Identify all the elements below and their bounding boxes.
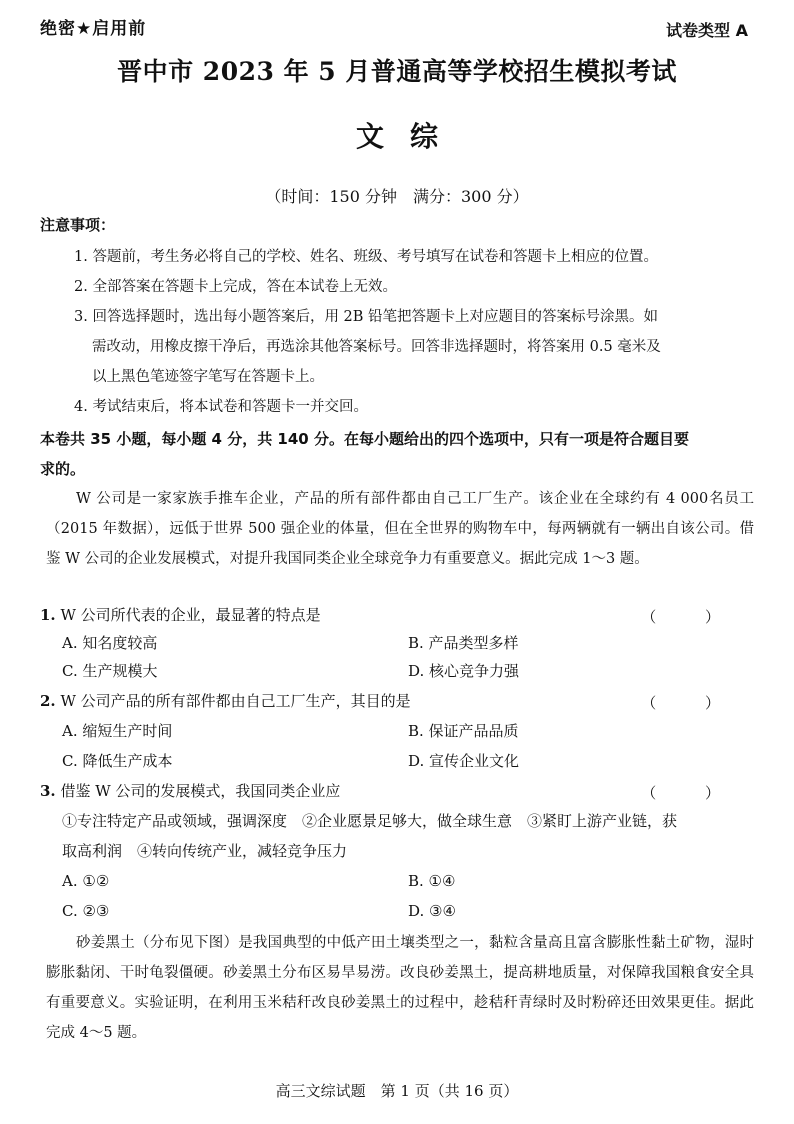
question-2-option-d: D. 宣传企业文化 [408, 752, 520, 770]
question-1-option-b: B. 产品类型多样 [408, 634, 519, 652]
question-2 [40, 686, 740, 716]
notice-item-1: 1. 答题前，考生务必将自己的学校、姓名、班级、考号填写在试卷和答题卡上相应的位置。 [74, 249, 658, 265]
subject-title: 文综 [355, 120, 464, 153]
section-intro [40, 424, 754, 484]
question-2-option-b: B. 保证产品品质 [408, 722, 519, 740]
question-1-option-d: D. 核心竞争力强 [408, 662, 520, 680]
page-footer: 高三文综试题 第 1 页（共 16 页） [275, 1082, 519, 1100]
question-3-option-a: A. ①② [62, 872, 110, 890]
question-3-stem: 借鉴 W 公司的发展模式，我国同类企业应 [55, 782, 341, 800]
question-3-number: 3. [40, 782, 56, 800]
question-3 [40, 776, 740, 806]
notice-item-3-line-1: 3. 回答选择题时，选出每小题答案后，用 2B 铅笔把答题卡上对应题目的答案标号涂黑。如 [74, 309, 659, 325]
question-3-option-c: C. ②③ [62, 902, 110, 920]
passage-2: 砂姜黑土（分布见下图）是我国典型的中低产田土壤类型之一，黏粒含量高且富含膨胀性黏土矿物，湿时膨胀黏闭、干时龟裂僵硬。砂姜黑土分布区易旱易涝。改良砂姜黑土，提高耕地质量，对保障我国粮食安全具有重要意义。实验证明，在利用玉米秸秆改良砂姜黑土的过程中，趁秸秆青绿时及时粉碎还田效果更佳。据此完成 4～5 题。 [46, 935, 754, 1041]
question-3-option-d: D. ③④ [408, 902, 456, 920]
question-1-option-c: C. 生产规模大 [62, 662, 158, 680]
question-3-option-b: B. ①④ [408, 872, 456, 890]
question-3-statements-line-1: ①专注特定产品或领域，强调深度 ②企业愿景足够大，做全球生意 ③紧盯上游产业链，获 [62, 812, 678, 830]
exam-title: 晋中市 2023 年 5 月普通高等学校招生模拟考试 [117, 57, 677, 86]
question-2-stem: W 公司产品的所有部件都由自己工厂生产，其目的是 [55, 692, 411, 710]
notice-heading: 注意事项： [40, 216, 116, 234]
passage-1: W 公司是一家家族手推车企业，产品的所有部件都由自己工厂生产。该企业在全球约有 4 000名员工（2015 年数据），远低于世界 500 强企业的体量，但在全世界的购物车中，每两辆就有一辆出自该公司。借鉴 W 公司的企业发展模式，对提升我国同类企业全球竞争力有重要意义。据此完成 1～3 题。 [46, 491, 754, 567]
notice-item-3 [74, 302, 754, 392]
question-1-answer-paren: （ ） [641, 608, 742, 626]
question-1 [40, 600, 740, 630]
notice-item-2: 2. 全部答案在答题卡上完成，答在本试卷上无效。 [74, 279, 397, 295]
question-3-statements [62, 806, 752, 866]
question-1-option-a: A. 知名度较高 [62, 634, 158, 652]
question-1-number: 1. [40, 606, 56, 624]
notice-item-3-line-2: 需改动，用橡皮擦干净后，再选涂其他答案标号。回答非选择题时，将答案用 0.5 毫米及 [92, 339, 661, 355]
question-2-number: 2. [40, 692, 56, 710]
question-2-option-c: C. 降低生产成本 [62, 752, 173, 770]
question-2-option-a: A. 缩短生产时间 [62, 722, 173, 740]
paper-type-label: 试卷类型 A [666, 21, 748, 40]
question-1-stem: W 公司所代表的企业，最显著的特点是 [55, 606, 321, 624]
secret-label: 绝密★启用前 [40, 19, 147, 39]
question-2-answer-paren: （ ） [641, 694, 742, 712]
exam-info: （时间：150 分钟 满分：300 分） [265, 187, 529, 206]
section-intro-line-1: 本卷共 35 小题，每小题 4 分，共 140 分。在每小题给出的四个选项中，只有一项是符合题目要 [40, 430, 689, 448]
notice-item-4: 4. 考试结束后，将本试卷和答题卡一并交回。 [74, 399, 368, 415]
question-3-statements-line-2: 取高利润 ④转向传统产业，减轻竞争压力 [62, 842, 348, 860]
question-3-answer-paren: （ ） [641, 784, 742, 802]
section-intro-line-2: 求的。 [40, 460, 86, 478]
notice-item-3-line-3: 以上黑色笔迹签字笔写在答题卡上。 [92, 369, 324, 385]
